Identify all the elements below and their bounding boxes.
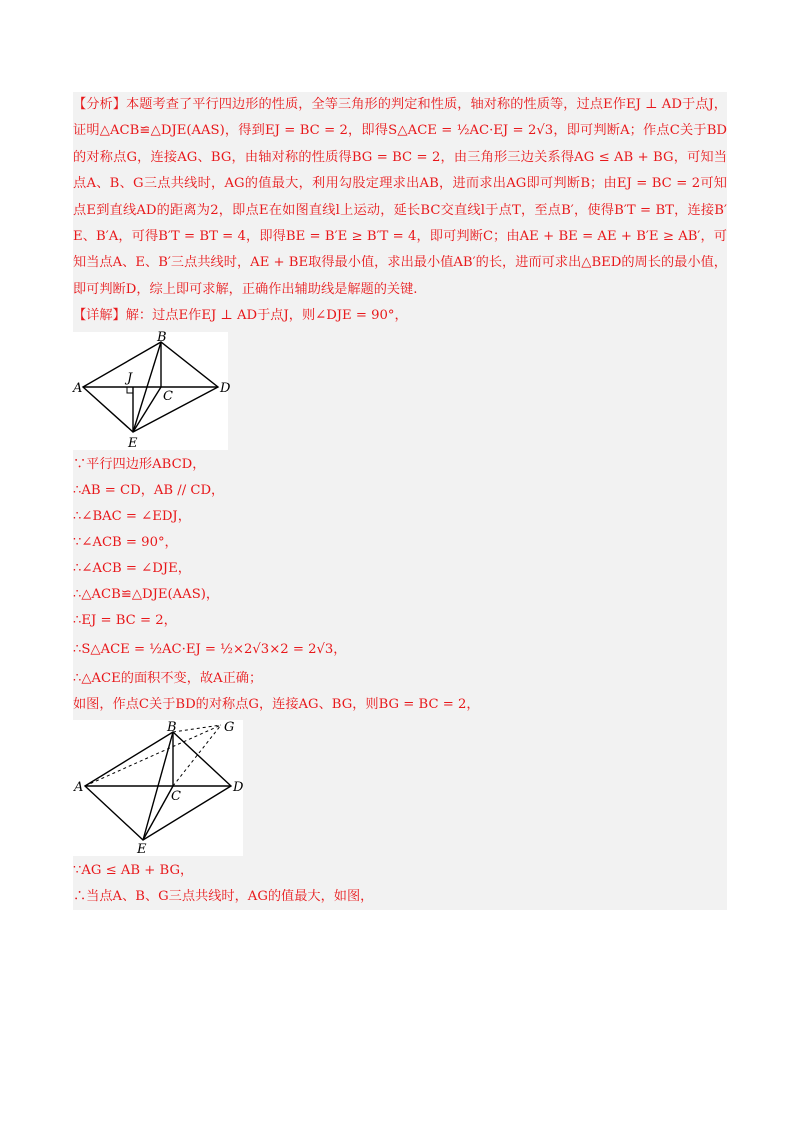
figure-1-svg	[73, 329, 231, 451]
fig1-right-angle-mark	[127, 387, 133, 393]
fig2-label-a: A	[74, 779, 84, 795]
figure-2-svg	[73, 720, 243, 856]
analysis-text: 本题考查了平行四边形的性质，全等三角形的判定和性质，轴对称的性质等，过点E作EJ ⊥ AD于点J，证明△ACB≌△DJE(AAS)，得到EJ = BC = 2，即得S△ACE = ½AC·EJ = 2√3，即可判断A；作点C关于BD的对称点G，连接AG、BG，由轴对称的性质得BG = BC = 2，由三角形三边关系得AG ≤ AB + BG，可知当点A、B、G三点共线时，AG的值最大，利用勾股定理求出AB，进而求出AG即可判断B；由EJ = BC = 2可知点E到直线AD的距离为2，即点E在如图直线l上运动，延长BC交直线l于点T，至点B′，使得B′T = BT，连接B′E、B′A，可得B′T = BT = 4，即得BE = B′E ≥ B′T = 4，即可判断C；由AE + BE = AE + B′E ≥ AB′，可知当点A、E、B′三点共线时，AE + BE取得最小值，求出最小值AB′的长，进而可求出△BED的周长的最小值，即可判断D，综上即可求解，正确作出辅助线是解题的关键.	[73, 97, 727, 297]
fig2-dashed-cg	[173, 725, 221, 786]
step-line: ∴△ACE的面积不变，故A正确；	[73, 670, 263, 686]
detail-text: 解：过点E作EJ ⊥ AD于点J，则∠DJE = 90°，	[125, 308, 408, 324]
fig1-label-a: A	[73, 380, 83, 396]
detail-tag: 【详解】	[73, 308, 126, 324]
fig1-label-j: J	[127, 370, 133, 386]
fig2-label-e: E	[137, 841, 147, 857]
step-line: ∵AG ≤ AB + BG，	[73, 862, 194, 878]
analysis-tag: 【分析】	[73, 97, 127, 112]
step-line: ∴∠ACB = ∠DJE，	[73, 560, 191, 576]
analysis-section	[73, 92, 727, 330]
step-line: ∴AB = CD，AB // CD，	[73, 482, 225, 498]
step-line: ∴∠BAC = ∠EDJ，	[73, 508, 191, 524]
fig2-dashed-ag	[85, 725, 221, 786]
step-line: ∴EJ = BC = 2，	[73, 612, 177, 628]
fig2-segment-ce	[143, 786, 173, 840]
step-line: ∴△ACB≌△DJE(AAS)，	[73, 586, 220, 602]
steps-list-2	[73, 858, 727, 910]
step-line: ∴当点A、B、G三点共线时，AG的值最大，如图，	[73, 888, 374, 904]
fig1-label-b: B	[157, 329, 167, 345]
fig2-label-b: B	[167, 719, 177, 735]
fig1-label-d: D	[220, 380, 231, 396]
step-line: ∵平行四边形ABCD，	[73, 456, 206, 472]
fig2-label-g: G	[224, 719, 235, 735]
step-line: ∵∠ACB = 90°，	[73, 534, 178, 550]
fig1-label-e: E	[128, 435, 138, 451]
figure-parallelogram-1	[73, 329, 231, 451]
solution-content	[73, 92, 727, 910]
step-line: ∴S△ACE = ½AC·EJ = ½×2√3×2 = 2√3，	[73, 641, 347, 657]
fig2-label-d: D	[233, 779, 244, 795]
analysis-paragraph	[73, 92, 727, 303]
fig1-label-c: C	[163, 388, 173, 404]
step-line: 如图，作点C关于BD的对称点G，连接AG、BG，则BG = BC = 2，	[73, 696, 480, 712]
fig2-dashed-bg	[173, 725, 221, 732]
detail-paragraph	[73, 303, 727, 329]
figure-parallelogram-2	[73, 720, 243, 856]
fig2-label-c: C	[171, 788, 181, 804]
steps-list	[73, 452, 727, 718]
